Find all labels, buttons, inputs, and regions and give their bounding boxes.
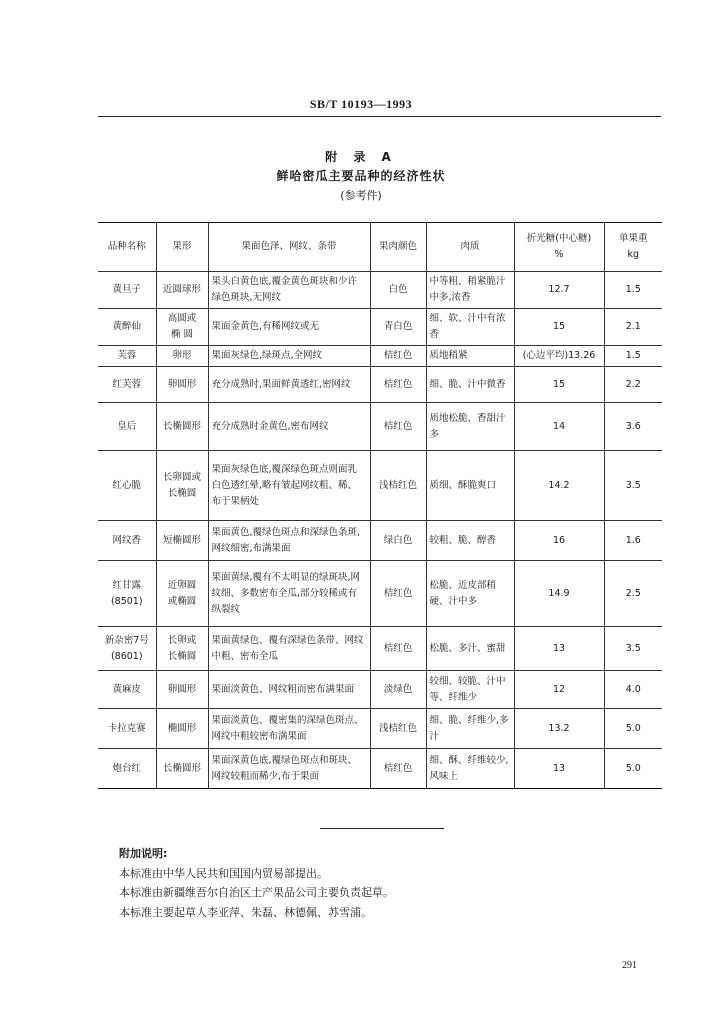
cell-fruit-weight: 3.5: [604, 627, 662, 671]
notes-title: 附加说明:: [119, 847, 168, 860]
header-sugar-content: 折光糖(中心糖) %: [514, 223, 604, 272]
cell-sugar-content: 15: [514, 367, 604, 403]
cell-variety-name: 芙蓉: [98, 346, 156, 367]
cell-fruit-weight: 3.6: [604, 403, 662, 451]
cell-flesh-texture: 质地松脆、香甜汁多: [426, 403, 514, 451]
cell-fruit-shape: 近卵圆 或椭圆: [156, 561, 208, 627]
cell-sugar-content: (心边平均)13.26: [514, 346, 604, 367]
cell-fruit-weight: 1.6: [604, 521, 662, 561]
table-row: [98, 403, 662, 451]
cell-sugar-content: 12.7: [514, 272, 604, 309]
appendix-label: 附 录 A: [325, 150, 397, 164]
table-row: [98, 709, 662, 749]
cell-fruit-shape: 长卵或 长椭圆: [156, 627, 208, 671]
cell-sugar-content: 15: [514, 309, 604, 346]
cell-sugar-content: 16: [514, 521, 604, 561]
cell-skin-color-netting: 果面淡黄色、覆密集的深绿色斑点、网纹中粗较密布满果面: [208, 709, 370, 749]
cell-flesh-color: 桔红色: [370, 346, 426, 367]
table-row: [98, 346, 662, 367]
cell-flesh-texture: 质地稍紧: [426, 346, 514, 367]
cell-flesh-color: 桔红色: [370, 627, 426, 671]
cell-flesh-color: 桔红色: [370, 749, 426, 789]
table-row: [98, 367, 662, 403]
cell-flesh-texture: 松脆、近皮部稍硬、汁中多: [426, 561, 514, 627]
header-variety-name: 品种名称: [98, 223, 156, 272]
table-row: [98, 451, 662, 521]
cell-flesh-texture: 较粗、脆、醇香: [426, 521, 514, 561]
cell-fruit-weight: 5.0: [604, 709, 662, 749]
cell-fruit-shape: 长椭圆形: [156, 403, 208, 451]
page-number: 291: [622, 960, 637, 971]
notes-line: 本标准主要起草人李亚萍、朱磊、林德佩、苏雪浦。: [119, 905, 372, 919]
cell-sugar-content: 13.2: [514, 709, 604, 749]
cell-flesh-texture: 细、脆、纤维少,多汁: [426, 709, 514, 749]
cell-fruit-weight: 2.1: [604, 309, 662, 346]
cell-fruit-weight: 4.0: [604, 671, 662, 709]
cell-fruit-shape: 卵圆形: [156, 367, 208, 403]
cell-sugar-content: 13: [514, 749, 604, 789]
header-rule: [98, 116, 661, 117]
table-row: [98, 272, 662, 309]
cell-sugar-content: 14: [514, 403, 604, 451]
cell-sugar-content: 14.2: [514, 451, 604, 521]
cell-flesh-texture: 较细、较脆、汁中等、纤维少: [426, 671, 514, 709]
variety-table: [98, 222, 662, 789]
cell-flesh-color: 淡绿色: [370, 671, 426, 709]
cell-flesh-color: 青白色: [370, 309, 426, 346]
cell-flesh-color: 桔红色: [370, 367, 426, 403]
cell-variety-name: 黄麻皮: [98, 671, 156, 709]
cell-flesh-color: 白色: [370, 272, 426, 309]
table-row: [98, 561, 662, 627]
cell-sugar-content: 14.9: [514, 561, 604, 627]
cell-fruit-weight: 3.5: [604, 451, 662, 521]
appendix-title: 鲜哈密瓜主要品种的经济性状: [276, 169, 446, 183]
appendix-subtitle: (参考件): [340, 189, 382, 202]
cell-variety-name: 黄醉仙: [98, 309, 156, 346]
document-code: SB/T 10193—1993: [309, 97, 413, 111]
cell-flesh-texture: 中等粗、稍紧脆汁中多,浓香: [426, 272, 514, 309]
cell-variety-name: 红甘露 (8501): [98, 561, 156, 627]
notes-line: 本标准由新疆维吾尔自治区土产果品公司主要负责起草。: [119, 886, 394, 899]
cell-skin-color-netting: 果头白黄色底,覆金黄色斑块和少许绿色斑块,无网纹: [208, 272, 370, 309]
cell-fruit-weight: 1.5: [604, 346, 662, 367]
cell-flesh-texture: 松脆、多汁、蜜甜: [426, 627, 514, 671]
cell-skin-color-netting: 果面灰绿色,绿斑点,全网纹: [208, 346, 370, 367]
cell-flesh-texture: 细、软、汁中有浓香: [426, 309, 514, 346]
cell-variety-name: 炮台红: [98, 749, 156, 789]
cell-flesh-texture: 质细、酥脆爽口: [426, 451, 514, 521]
cell-fruit-weight: 5.0: [604, 749, 662, 789]
cell-sugar-content: 12: [514, 671, 604, 709]
cell-skin-color-netting: 充分成熟时,果面鲜黄透红,密网纹: [208, 367, 370, 403]
header-flesh-color: 果肉颜色: [370, 223, 426, 272]
table-row: [98, 521, 662, 561]
cell-flesh-color: 桔红色: [370, 403, 426, 451]
notes-line: 本标准由中华人民共和国国内贸易部提出。: [119, 866, 328, 880]
cell-variety-name: 新杂密7号 (8601): [98, 627, 156, 671]
cell-fruit-weight: 1.5: [604, 272, 662, 309]
cell-skin-color-netting: 果面深黄色底,覆绿色斑点和斑块、网纹较粗而稀少,布于果面: [208, 749, 370, 789]
cell-flesh-texture: 细、酥、纤维较少,风味上: [426, 749, 514, 789]
table-row: [98, 749, 662, 789]
cell-flesh-texture: 细、脆、汁中微香: [426, 367, 514, 403]
cell-skin-color-netting: 果面黄色,覆绿色斑点和深绿色条斑,网纹细密,布满果面: [208, 521, 370, 561]
cell-fruit-shape: 椭圆形: [156, 709, 208, 749]
cell-fruit-shape: 高圆或 椭 圆: [156, 309, 208, 346]
header-skin-color-netting: 果面色泽、网纹、条带: [208, 223, 370, 272]
cell-fruit-shape: 短椭圆形: [156, 521, 208, 561]
cell-fruit-shape: 长椭圆形: [156, 749, 208, 789]
cell-skin-color-netting: 果面黄绿色、覆有深绿色条带、网纹中粗、密布全瓜: [208, 627, 370, 671]
cell-variety-name: 卡拉克赛: [98, 709, 156, 749]
cell-fruit-shape: 卵圆形: [156, 671, 208, 709]
cell-flesh-color: 绿白色: [370, 521, 426, 561]
cell-variety-name: 网纹香: [98, 521, 156, 561]
cell-variety-name: 黄旦子: [98, 272, 156, 309]
table-row: [98, 627, 662, 671]
table-end-rule: [320, 828, 444, 829]
cell-flesh-color: 浅桔红色: [370, 709, 426, 749]
header-fruit-weight: 单果重 kg: [604, 223, 662, 272]
cell-skin-color-netting: 果面金黄色,有稀网纹或无: [208, 309, 370, 346]
cell-fruit-shape: 长卵圆或 长椭圆: [156, 451, 208, 521]
cell-skin-color-netting: 果面黄绿,覆有不太明显的绿斑块,网纹细、多数密布全瓜,部分较稀或有纵裂纹: [208, 561, 370, 627]
header-flesh-texture: 肉质: [426, 223, 514, 272]
table-row: [98, 671, 662, 709]
cell-fruit-weight: 2.5: [604, 561, 662, 627]
cell-fruit-shape: 近圆球形: [156, 272, 208, 309]
cell-flesh-color: 浅桔红色: [370, 451, 426, 521]
cell-skin-color-netting: 充分成熟时金黄色,密布网纹: [208, 403, 370, 451]
cell-variety-name: 红心脆: [98, 451, 156, 521]
cell-variety-name: 红芙蓉: [98, 367, 156, 403]
cell-fruit-weight: 2.2: [604, 367, 662, 403]
header-fruit-shape: 果形: [156, 223, 208, 272]
table-header-row: [98, 223, 662, 272]
table-row: [98, 309, 662, 346]
cell-fruit-shape: 卵形: [156, 346, 208, 367]
additional-notes: [119, 844, 394, 922]
cell-flesh-color: 桔红色: [370, 561, 426, 627]
cell-skin-color-netting: 果面灰绿色底,覆深绿色斑点则面乳白色透红晕,略有皱起网纹粗、稀、布于果柄处: [208, 451, 370, 521]
cell-skin-color-netting: 果面淡黄色、网纹粗而密布满果面: [208, 671, 370, 709]
cell-variety-name: 皇后: [98, 403, 156, 451]
cell-sugar-content: 13: [514, 627, 604, 671]
